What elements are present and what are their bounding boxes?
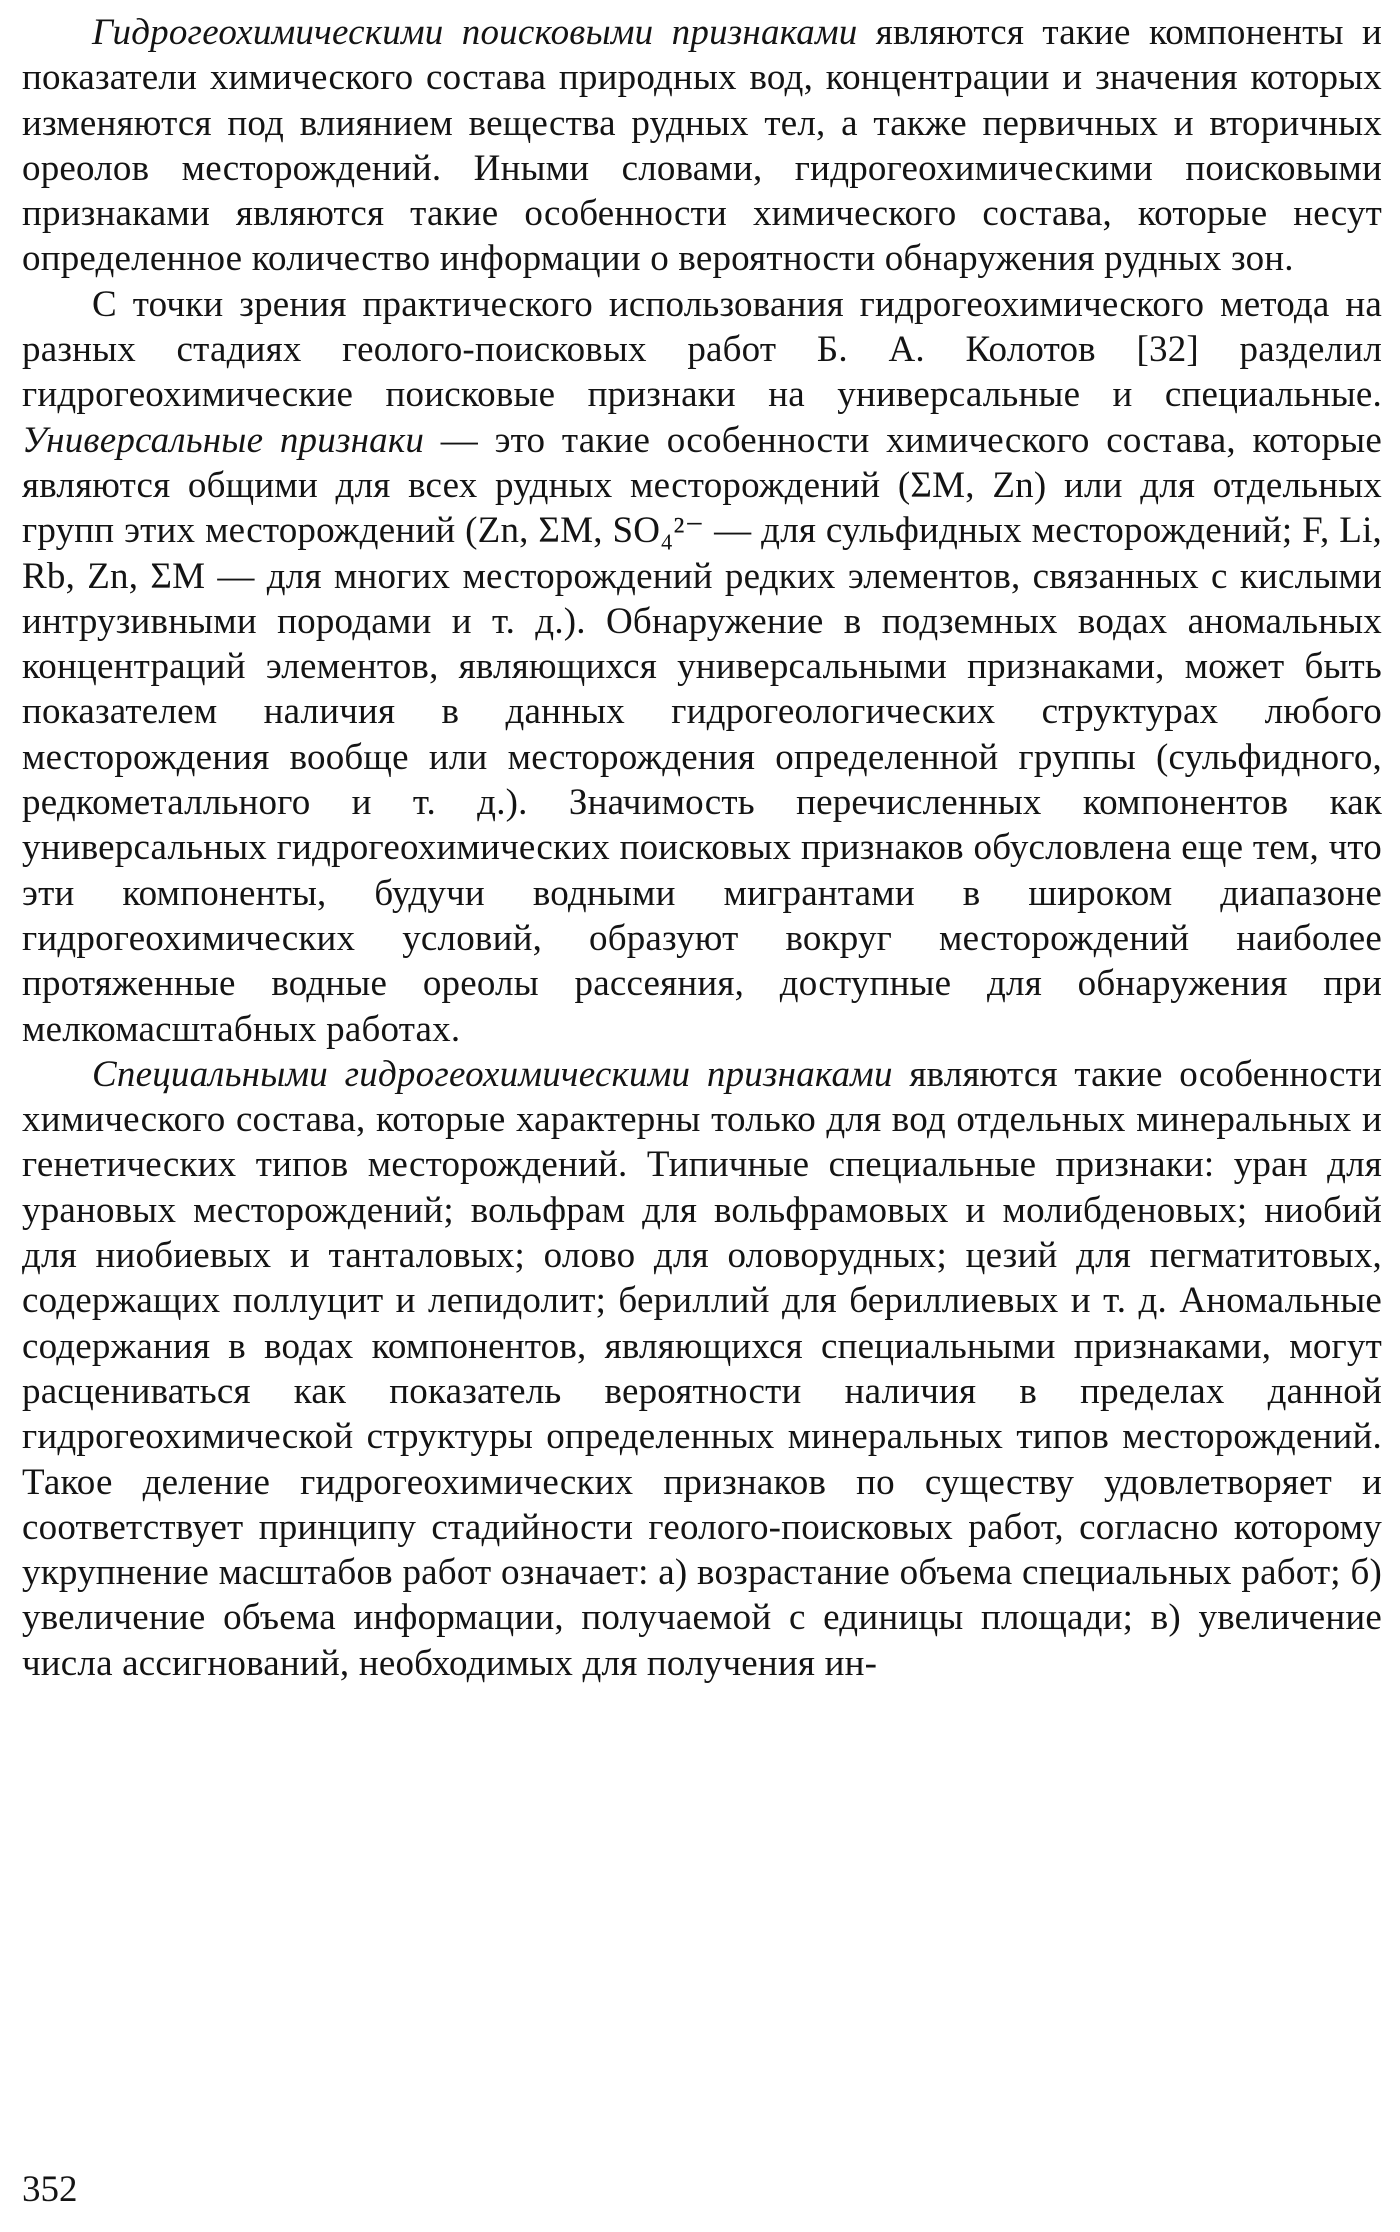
- paragraph-1: [22, 10, 1382, 282]
- paragraph-1-italic-term: Гидрогеохимическими поисковыми признаками: [92, 12, 858, 53]
- paragraph-3-italic-term: Специальными гидрогеохимическими признаками: [92, 1053, 893, 1095]
- paragraph-2-italic-term: Универсальные признаки: [22, 419, 425, 461]
- paragraph-2-text-intro: С точки зрения практического использования гидрогеохимического метода на разных стадиях геолого-поисковых работ Б. А. Колотов [32] разделил гидрогеохимические поисковые признаки на универсальные и специальные.: [22, 283, 1382, 416]
- paragraph-3-text: являются такие особенности химического состава, которые характерны только для вод отдельных минеральных и генетических типов месторождений. Типичные специальные признаки: уран для урановых месторождений; вольфрам для вольфрамовых и молибденовых; ниобий для ниобиевых и танталовых; олово для оловорудных; цезий для пегматитовых, содержащих поллуцит и лепидолит; бериллий для бериллиевых и т. д. Аномальные содержания в водах компонентов, являющихся специальными признаками, могут расцениваться как показатель вероятности наличия в пределах данной гидрогеохимической структуры определенных минеральных типов месторождений. Такое деление гидрогеохимических признаков по существу удовлетворяет и соответствует принципу стадийности геолого-поисковых работ, согласно которому укрупнение масштабов работ означает: а) возрастание объема специальных работ; б) увеличение объема информации, получаемой с единицы площади; в) увеличение числа ассигнований, необходимых для получения ин-: [22, 1053, 1382, 1684]
- paragraph-1-text: являются такие компоненты и показатели химического состава природных вод, концентрации и значения которых изменяются под влиянием вещества рудных тел, а также первичных и вторичных ореолов месторождений. Иными словами, гидрогеохимическими поисковыми признаками являются такие особенности химического состава, которые несут определенное количество информации о вероятности обнаружения рудных зон.: [22, 12, 1382, 280]
- paragraph-2: [22, 282, 1382, 1052]
- page-number: 352: [22, 2169, 78, 2210]
- paragraph-3: [22, 1052, 1382, 1686]
- page-body: [22, 10, 1382, 1686]
- paragraph-2-text: — это такие особенности химического состава, которые являются общими для всех рудных месторождений (ΣM, Zn) или для отдельных групп этих месторождений (Zn, ΣM, SO₄²⁻ — для сульфидных месторождений; F, Li, Rb, Zn, ΣM — для многих месторождений редких элементов, связанных с кислыми интрузивными породами и т. д.). Обнаружение в подземных водах аномальных концентраций элементов, являющихся универсальными признаками, может быть показателем наличия в данных гидрогеологических структурах любого месторождения вообще или месторождения определенной группы (сульфидного, редкометалльного и т. д.). Значимость перечисленных компонентов как универсальных гидрогеохимических поисковых признаков обусловлена еще тем, что эти компоненты, будучи водными мигрантами в широком диапазоне гидрогеохимических условий, образуют вокруг месторождений наиболее протяженные водные ореолы рассеяния, доступные для обнаружения при мелкомасштабных работах.: [22, 419, 1382, 1050]
